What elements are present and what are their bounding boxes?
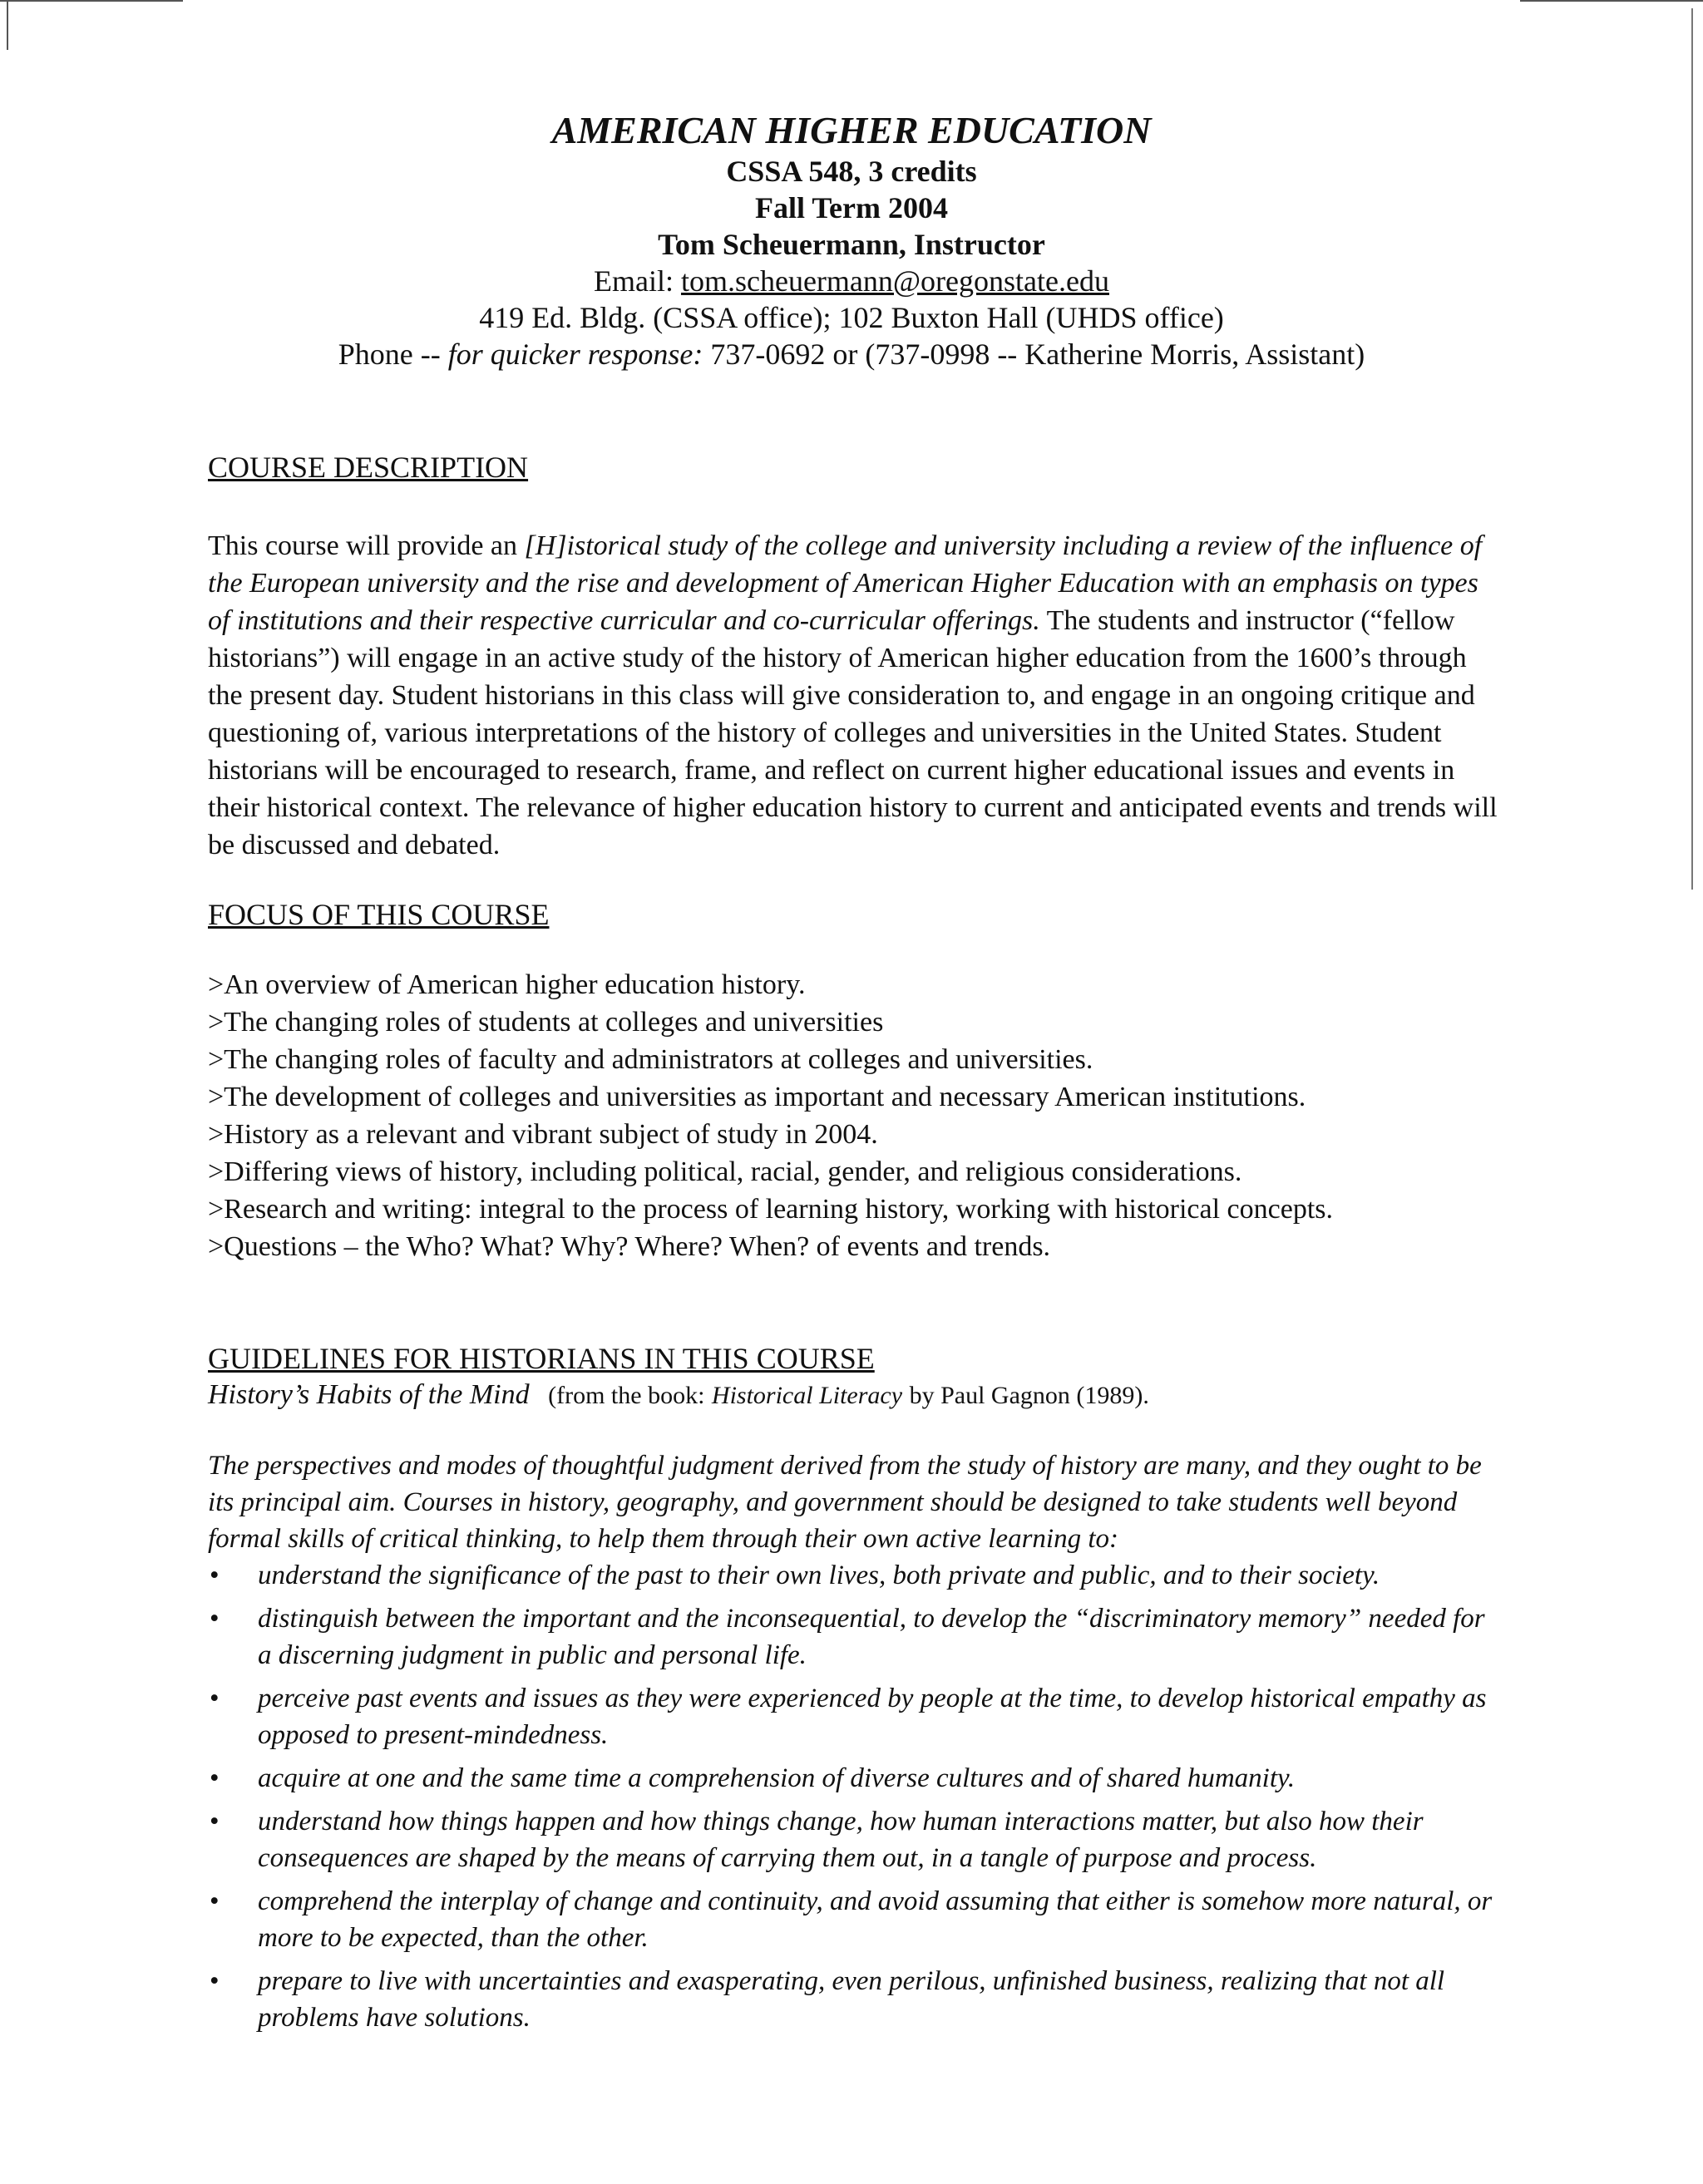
bullet-icon: • [210,1684,220,1713]
list-item: • prepare to live with uncertainties and exasperating, even perilous, unfinished business, realizing that not all problems have solutions. [208,1963,1505,2036]
bullet-icon: • [210,1763,220,1793]
list-item: >Questions – the Who? What? Why? Where? When? of events and trends. [208,1231,1051,1262]
course-description-section [208,449,1505,864]
scan-edge-left [7,0,8,50]
habits-subtitle: History’s Habits of the Mind [208,1379,530,1410]
source-suffix: by Paul Gagnon (1989). [909,1382,1149,1409]
bullet-icon: • [210,1604,220,1634]
list-item: • acquire at one and the same time a comprehension of diverse cultures and of shared humanity. [208,1760,1505,1797]
email-link[interactable]: tom.scheuermann@oregonstate.edu [680,264,1109,298]
list-item: >The changing roles of students at colleges and universities [208,1007,884,1038]
bullet-icon: • [210,1807,220,1836]
description-intro: This course will provide an [208,530,518,561]
course-code: CSSA 548, 3 credits [726,155,977,188]
description-italic: [H]istorical study of the college and university including a review of the influence of the European university and the rise and development of American Higher Education with an emphasis on types of institutions and their respective curricular and co-curricular offerings. [208,530,1483,636]
course-title: AMERICAN HIGHER EDUCATION [551,109,1152,151]
list-item: >The development of colleges and universities as important and necessary American institutions. [208,1082,1306,1112]
list-item: • comprehend the interplay of change and continuity, and avoid assuming that either is somehow more natural, or more to be expected, than the other. [208,1883,1505,1956]
list-item: • distinguish between the important and the inconsequential, to develop the “discriminatory memory” needed for a discerning judgment in public and personal life. [208,1600,1505,1674]
list-item: • understand how things happen and how things change, how human interactions matter, but also how their consequences are shaped by the means of carrying them out, in a tangle of purpose and process. [208,1803,1505,1876]
source-prefix: (from the book: [548,1382,705,1409]
list-item: >History as a relevant and vibrant subject of study in 2004. [208,1119,878,1150]
course-description-heading: COURSE DESCRIPTION [208,451,529,484]
list-item: >Differing views of history, including political, racial, gender, and religious considerations. [208,1156,1242,1187]
phone-line [0,336,1703,372]
syllabus-header [0,108,1703,372]
habits-subtitle-line [208,1377,1505,1414]
course-description-text [208,527,1505,864]
focus-list [208,966,1505,1265]
focus-heading: FOCUS OF THIS COURSE [208,898,550,931]
scan-edge-top-right [1520,0,1703,2]
scan-edge-top-left [0,0,183,2]
office-line: 419 Ed. Bldg. (CSSA office); 102 Buxton Hall (UHDS office) [479,301,1224,334]
focus-section [208,896,1505,1265]
list-item: • understand the significance of the past to their own lives, both private and public, and to their society. [208,1557,1505,1594]
phone-note: for quicker response: [447,338,703,371]
list-item: >The changing roles of faculty and administrators at colleges and universities. [208,1044,1093,1075]
email-label: Email: [594,264,674,298]
instructor-name: Tom Scheuermann, Instructor [658,228,1045,261]
phone-label: Phone -- [338,338,441,371]
bullet-icon: • [210,1560,220,1590]
list-item: >An overview of American higher education history. [208,969,806,1000]
guidelines-heading: GUIDELINES FOR HISTORIANS IN THIS COURSE [208,1342,875,1375]
email-line [0,263,1703,299]
bullet-icon: • [210,1886,220,1916]
bullet-icon: • [210,1966,220,1996]
description-body: The students and instructor (“fellow historians”) will engage in an active study of the history of American higher education from the 1600’s through the present day. Student historians in this class will give consideration to, and engage in an ongoing critique and questioning of, various interpretations of the history of colleges and universities in the United States. Student historians will be encouraged to research, frame, and reflect on current higher educational issues and events in their historical context. The relevance of higher education history to current and anticipated events and trends will be discussed and debated. [208,605,1498,860]
course-term: Fall Term 2004 [755,191,948,224]
list-item: • perceive past events and issues as they were experienced by people at the time, to develop historical empathy as opposed to present-mindedness. [208,1680,1505,1753]
habits-bullet-list [208,1557,1505,2036]
phone-numbers: 737-0692 or (737-0998 -- Katherine Morris, Assistant) [710,338,1365,371]
source-book: Historical Literacy [711,1382,903,1409]
guidelines-section [208,1340,1505,2043]
list-item: >Research and writing: integral to the process of learning history, working with historical concepts. [208,1194,1334,1225]
habits-intro: The perspectives and modes of thoughtful judgment derived from the study of history are many, and they ought to be its principal aim. Courses in history, geography, and government should be designed to take students well beyond formal skills of critical thinking, to help them through their own active learning to: [208,1451,1482,1554]
